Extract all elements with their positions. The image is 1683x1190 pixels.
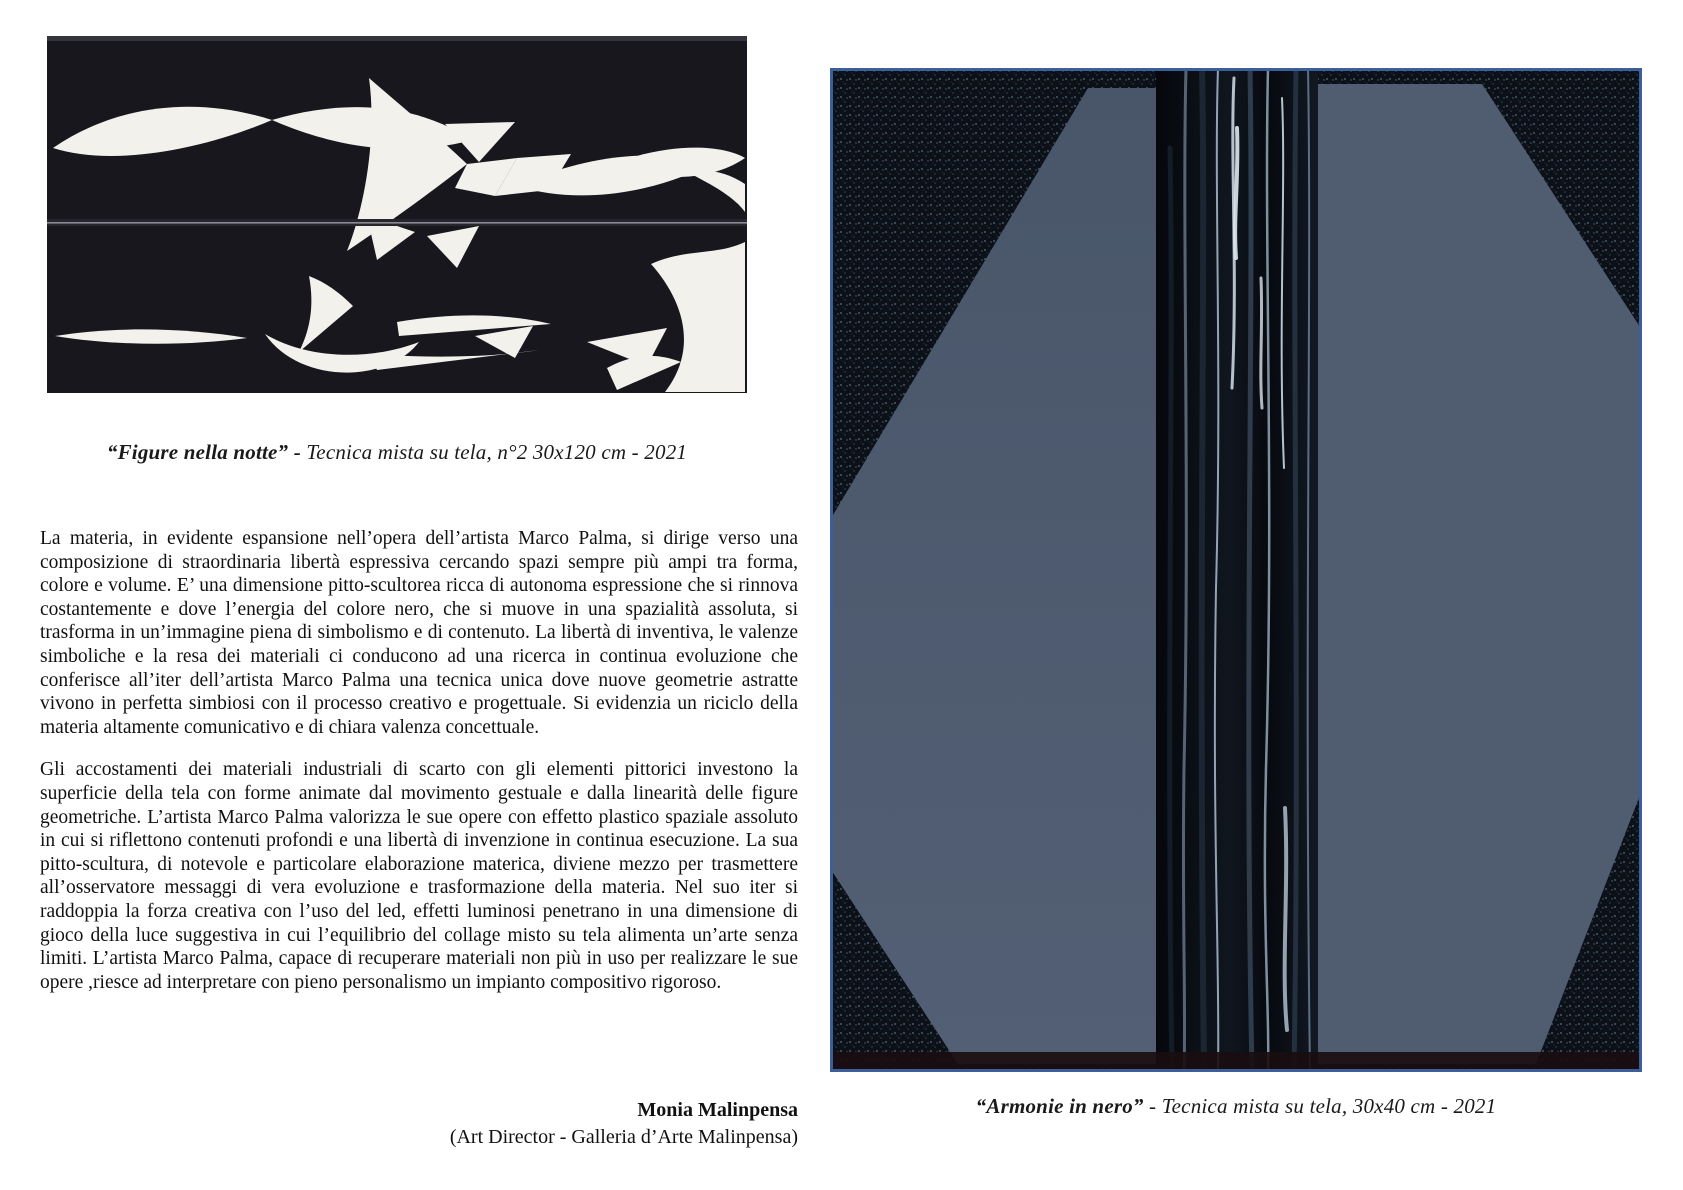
body-paragraph-2: Gli accostamenti dei materiali industriali di scarto con gli elementi pittorici investono la superficie della tela con forme animate dal movimento gestuale e dalla linearità delle figure geometriche. L’artista Marco Palma valorizza le sue opere con effetto plastico spaziale assoluto in cui si riflettono contenuti profondi e una libertà di invenzione in continua esecuzione. La sua pitto-scultura, di notevole e particolare elaborazione materica, diviene mezzo per trasmettere all’osservatore messaggi di vera evoluzione e trasformazione della materia. Nel suo iter si raddoppia la forza creativa con l’uso del led, effetti luminosi penetrano in una dimensione di gioco della luce suggestiva in cui l’equilibrio del collage misto su tela alimenta un’arte senza limiti. L’artista Marco Palma, capace di recuperare materiali non più in uso per realizzare le sue opere ,riesce ad interpretare con pieno personalismo un impianto compositivo rigoroso.	[40, 759, 798, 993]
armonie-in-nero-graphic	[830, 68, 1642, 1072]
artwork-armonie-in-nero	[830, 68, 1642, 1072]
article-text	[40, 527, 798, 1013]
caption-right-details: - Tecnica mista su tela, 30x40 cm - 2021	[1143, 1094, 1497, 1118]
plastic-strip	[1156, 68, 1318, 1072]
caption-left-details: Tecnica mista su tela, n°2 30x120 cm - 2021	[306, 440, 688, 464]
signature-name: Monia Malinpensa	[637, 1099, 798, 1121]
caption-right-title: “Armonie in nero”	[975, 1094, 1144, 1118]
figure-nella-notte-graphic	[47, 36, 747, 393]
signature-block	[40, 1097, 798, 1151]
body-paragraph-1: La materia, in evidente espansione nell’opera dell’artista Marco Palma, si dirige verso una composizione di straordinaria libertà espressiva cercando spazi sempre più ampi tra forma, colore e volume. E’ una dimensione pitto-scultorea ricca di autonoma espressione che si rinnova costantemente e dove l’energia del colore nero, che si muove in una spazialità assoluta, si trasforma in un’immagine piena di simbolismo e di contenuto. La libertà di inventiva, le valenze simboliche e la resa dei materiali ci conducono ad una ricerca in continua evoluzione che conferisce all’iter dell’artista Marco Palma una tecnica unica dove nuove geometrie astratte vivono in perfetta simbiosi con il processo creativo e progettuale. Si evidenzia un riciclo della materia altamente comunicativo e di chiara valenza concettuale.	[40, 528, 798, 738]
signature-role: (Art Director - Galleria d’Arte Malinpensa)	[449, 1126, 798, 1148]
caption-left-title: “Figure nella notte” -	[106, 440, 307, 464]
artwork-figure-nella-notte	[47, 36, 747, 393]
caption-figure-nella-notte	[47, 440, 747, 465]
caption-armonie-in-nero	[830, 1094, 1642, 1119]
canvas-base-strip	[833, 1052, 1639, 1069]
